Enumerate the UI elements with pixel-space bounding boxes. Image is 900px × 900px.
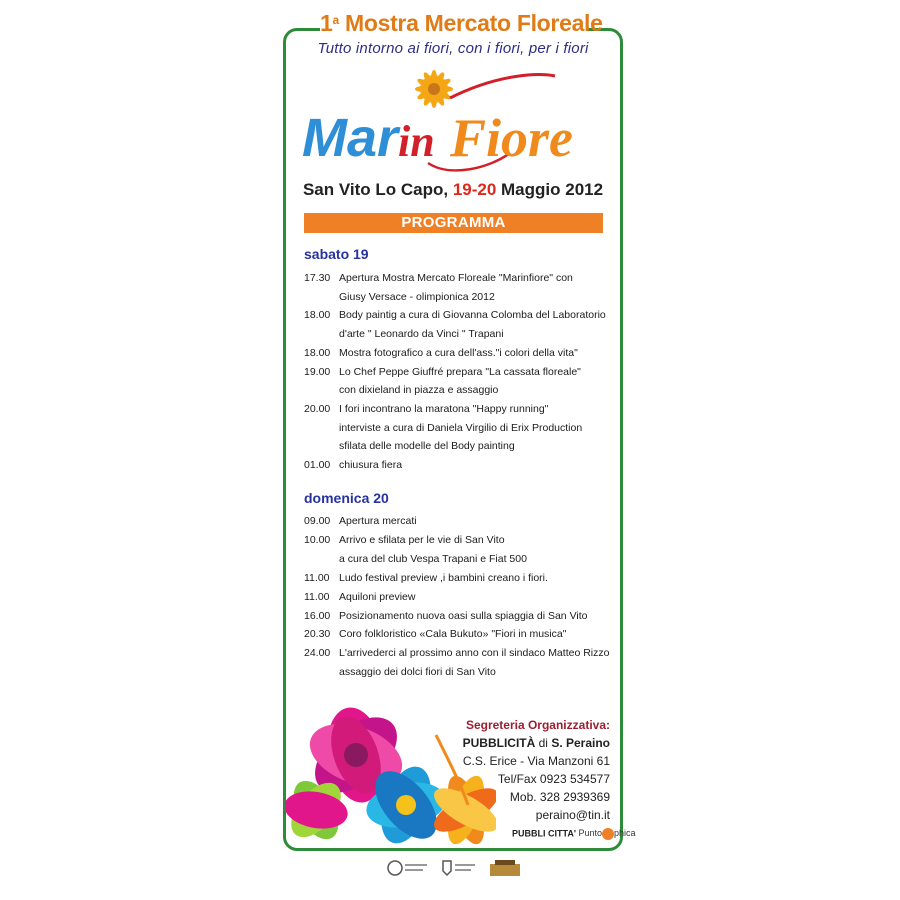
day-heading-sunday: domenica 20 (304, 490, 389, 506)
pubblicita-logo: PUBBLI CITTA' (512, 828, 576, 839)
event-title: 1$^a$ Mostra Mercato Floreale (320, 10, 603, 36)
sponsor-logos (512, 828, 636, 840)
provincia-emblem-icon (443, 861, 475, 875)
programma-heading: PROGRAMMA (304, 213, 603, 233)
punto-grafica-logo: Punto phica (578, 828, 636, 839)
event-description: Coro folkloristico «Cala Bukuto» "Fiori in musica" (339, 628, 567, 641)
event-dates: San Vito Lo Capo, 19-20 Maggio 2012 (302, 180, 604, 199)
event-time: 18.00 (304, 309, 331, 322)
event-description: Apertura mercati (339, 515, 417, 527)
event-time: 18.00 (304, 346, 331, 359)
event-description: I fori incontrano la maratona "Happy running" (339, 402, 549, 415)
svg-text:Mar: Mar (302, 108, 399, 168)
event-time: 10.00 (304, 533, 331, 546)
event-description: sfilata delle modelle del Body painting (339, 440, 515, 453)
event-time: 24.00 (304, 647, 331, 660)
organizing-secretariat (463, 716, 610, 824)
event-time: 01.00 (304, 459, 331, 471)
event-subtitle: Tutto intorno ai fiori, con i fiori, per i fiori (317, 40, 589, 57)
event-description: Lo Chef Peppe Giuffré prepara "La cassata floreale" (339, 365, 581, 378)
sponsor-emblem-icon (490, 860, 520, 876)
event-time: 11.00 (304, 590, 330, 603)
secretariat-company: PUBBLICITÀ di S. Peraino (462, 736, 610, 750)
event-description: L'arrivederci al prossimo anno con il sindaco Matteo Rizzo (339, 647, 610, 660)
event-description: Ludo festival preview ,i bambini creano i fiori. (339, 571, 548, 584)
patron-emblems (385, 858, 525, 878)
day-heading-saturday: sabato 19 (304, 246, 369, 262)
sunflower-icon (415, 70, 453, 108)
event-description: d'arte " Leonardo da Vinci " Trapani (339, 328, 504, 341)
marinfiore-logo (300, 68, 610, 178)
secretariat-email[interactable]: peraino@tin.it (535, 808, 610, 822)
event-description: a cura del club Vespa Trapani e Fiat 500 (339, 552, 527, 565)
event-description: Mostra fotografico a cura dell'ass."i colori della vita" (339, 346, 578, 359)
event-time: 11.00 (304, 571, 330, 584)
event-description: Arrivo e sfilata per le vie di San Vito (339, 533, 505, 546)
secretariat-telfax: Tel/Fax 0923 534577 (497, 772, 610, 786)
event-time: 20.30 (304, 628, 331, 641)
event-time: 17.30 (304, 272, 331, 284)
punto-grafica-dot-icon (602, 828, 614, 840)
event-description: Apertura Mostra Mercato Floreale "Marinfiore" con (339, 272, 573, 284)
secretariat-heading: Segreteria Organizzativa: (465, 718, 610, 732)
event-description: Giusy Versace - olimpionica 2012 (339, 290, 495, 303)
secretariat-address: C.S. Erice - Via Manzoni 61 (462, 754, 610, 768)
event-description: Body paintig a cura di Giovanna Colomba del Laboratorio (339, 309, 606, 322)
event-description: interviste a cura di Daniela Virgilio di Erix Production (339, 421, 583, 434)
event-description: Posizionamento nuova oasi sulla spiaggia di San Vito (339, 609, 588, 622)
event-description: assaggio dei dolci fiori di San Vito (339, 666, 496, 679)
event-time: 20.00 (304, 402, 331, 415)
event-time: 16.00 (304, 609, 331, 622)
svg-text:in: in (398, 117, 435, 166)
svg-text:Fiore: Fiore (450, 108, 574, 168)
comune-emblem-icon (388, 861, 427, 875)
event-time: 19.00 (304, 365, 331, 378)
event-description: Aquiloni preview (339, 590, 416, 603)
secretariat-mobile: Mob. 328 2939369 (509, 790, 610, 804)
event-time: 09.00 (304, 515, 331, 527)
event-description: chiusura fiera (339, 459, 403, 471)
event-description: con dixieland in piazza e assaggio (339, 384, 499, 397)
